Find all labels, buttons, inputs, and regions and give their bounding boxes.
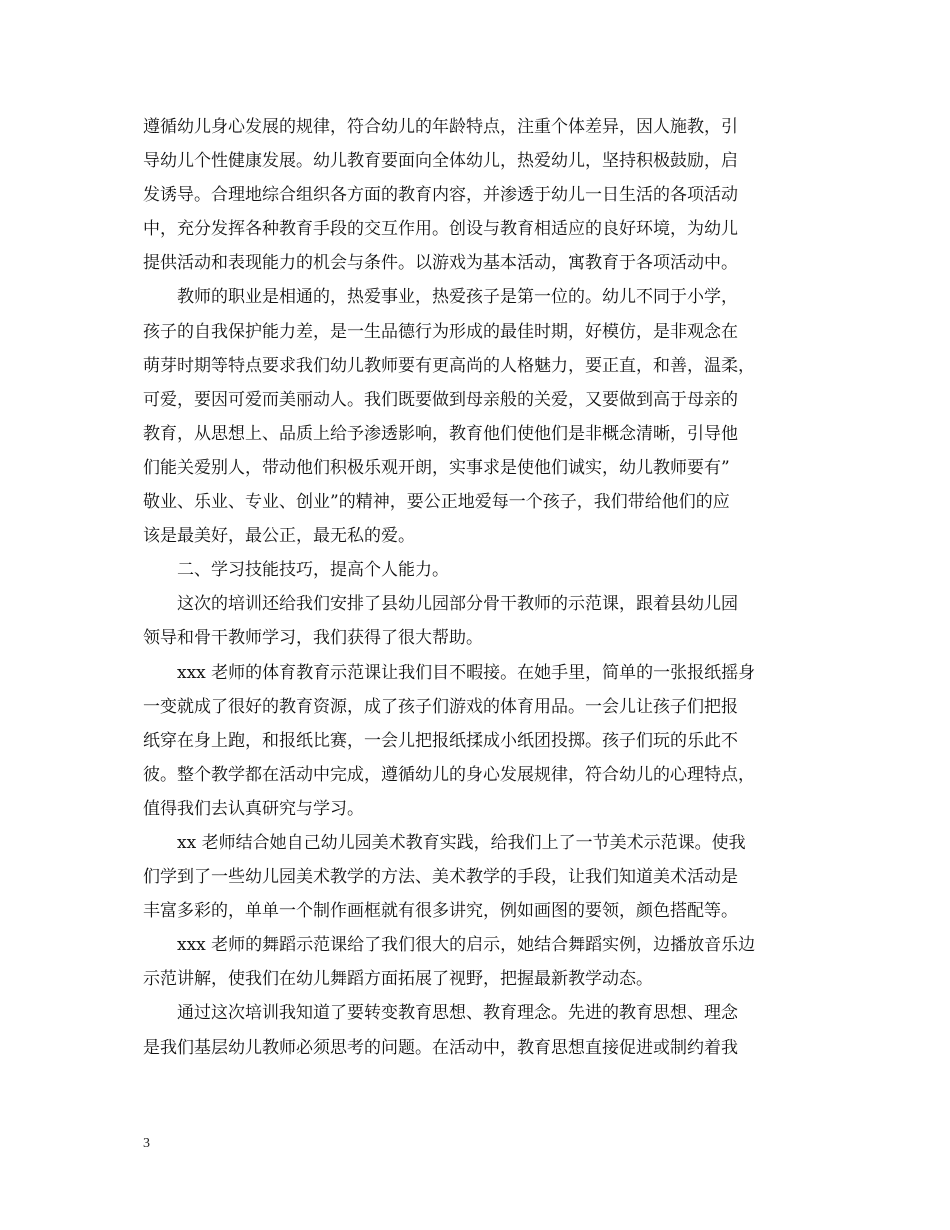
text-line: 们能关爱别人，带动他们积极乐观开朗，实事求是使他们诚实，幼儿教师要有” (143, 457, 730, 478)
text-line: 一变就成了很好的教育资源，成了孩子们游戏的体育用品。一会儿让孩子们把报 (143, 696, 738, 717)
text-line: 发诱导。合理地综合组织各方面的教育内容，并渗透于幼儿一日生活的各项活动 (143, 185, 738, 206)
text-line: 敬业、乐业、专业、创业”的精神，要公正地爱每一个孩子，我们带给他们的应 (143, 492, 730, 513)
text-line: 二、学习技能技巧，提高个人能力。 (143, 560, 449, 581)
text-line: 这次的培训还给我们安排了县幼儿园部分骨干教师的示范课，跟着县幼儿园 (143, 594, 738, 615)
text-line: xx 老师结合她自己幼儿园美术教育实践，给我们上了一节美术示范课。使我 (143, 832, 746, 853)
text-line: 们学到了一些幼儿园美术教学的方法、美术教学的手段，让我们知道美术活动是 (143, 867, 738, 888)
text-line: 示范讲解，使我们在幼儿舞蹈方面拓展了视野，把握最新教学动态。 (143, 969, 653, 990)
paragraph (143, 553, 823, 587)
paragraph (143, 587, 823, 655)
text-line: 是我们基层幼儿教师必须思考的问题。在活动中，教育思想直接促进或制约着我 (143, 1037, 738, 1058)
text-line: 中，充分发挥各种教育手段的交互作用。创设与教育相适应的良好环境，为幼儿 (143, 219, 738, 240)
text-line: 遵循幼儿身心发展的规律，符合幼儿的年龄特点，注重个体差异，因人施教，引 (143, 117, 738, 137)
paragraph (143, 110, 823, 280)
text-line: 彼。整个教学都在活动中完成，遵循幼儿的身心发展规律，符合幼儿的心理特点， (143, 764, 755, 785)
paragraph (143, 928, 823, 996)
text-line: 可爱，要因可爱而美丽动人。我们既要做到母亲般的关爱，又要做到高于母亲的 (143, 389, 738, 410)
text-line: 教育，从思想上、品质上给予渗透影响，教育他们使他们是非概念清晰，引导他 (143, 423, 738, 444)
text-line: 萌芽时期等特点要求我们幼儿教师要有更高尚的人格魅力，要正直，和善，温柔， (143, 355, 755, 376)
text-line: 丰富多彩的，单单一个制作画框就有很多讲究，例如画图的要领，颜色搭配等。 (143, 901, 738, 922)
text-line: 教师的职业是相通的，热爱事业，热爱孩子是第一位的。幼儿不同于小学， (143, 287, 738, 308)
document-body (143, 110, 823, 1065)
page-number: 3 (143, 1136, 150, 1151)
text-line: 领导和骨干教师学习，我们获得了很大帮助。 (143, 628, 483, 649)
text-line: xxx 老师的舞蹈示范课给了我们很大的启示，她结合舞蹈实例，边播放音乐边 (143, 935, 756, 956)
paragraph (143, 656, 823, 826)
text-line: 孩子的自我保护能力差，是一生品德行为形成的最佳时期，好模仿，是非观念在 (143, 321, 738, 342)
text-line: xxx 老师的体育教育示范课让我们目不暇接。在她手里，简单的一张报纸摇身 (143, 662, 756, 683)
text-line: 该是最美好，最公正，最无私的爱。 (143, 526, 415, 547)
paragraph (143, 826, 823, 928)
text-line: 导幼儿个性健康发展。幼儿教育要面向全体幼儿，热爱幼儿，坚持积极鼓励，启 (143, 151, 738, 172)
paragraph (143, 280, 823, 553)
text-line: 纸穿在身上跑，和报纸比赛，一会儿把报纸揉成小纸团投掷。孩子们玩的乐此不 (143, 730, 738, 751)
text-line: 提供活动和表现能力的机会与条件。以游戏为基本活动，寓教育于各项活动中。 (143, 253, 738, 274)
text-line: 值得我们去认真研究与学习。 (143, 798, 364, 819)
paragraph (143, 996, 823, 1064)
text-line: 通过这次培训我知道了要转变教育思想、教育理念。先进的教育思想、理念 (143, 1003, 738, 1024)
